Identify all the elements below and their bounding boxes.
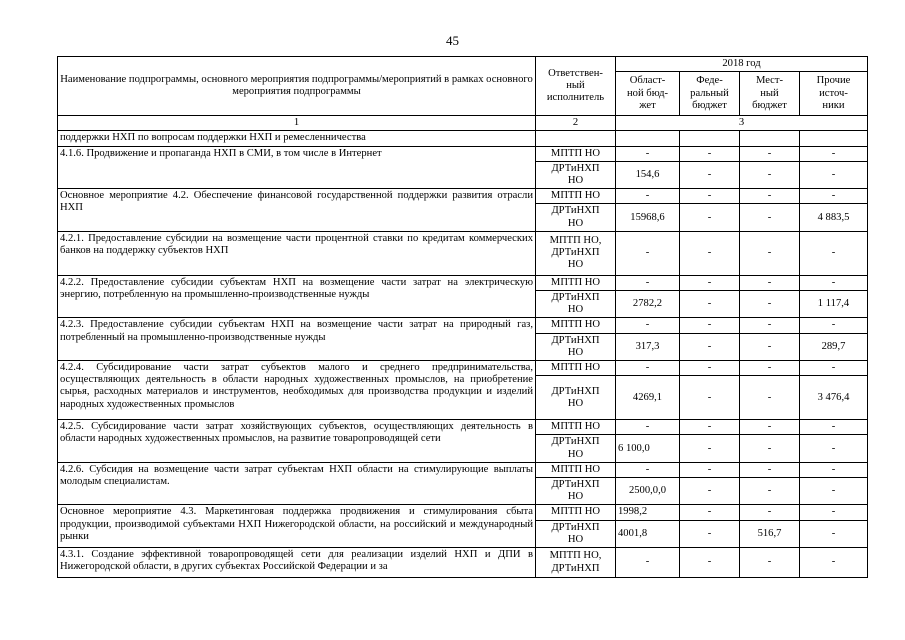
- executor: ДРТиНХП НО: [536, 291, 616, 318]
- value-other: -: [800, 231, 868, 275]
- value-local: -: [740, 505, 800, 520]
- value-local: -: [740, 204, 800, 231]
- header-executor: Ответствен- ный исполнитель: [536, 57, 616, 116]
- executor: ДРТиНХП НО: [536, 478, 616, 505]
- executor: ДРТиНХП НО: [536, 376, 616, 420]
- value-regional: 6 100,0: [616, 435, 680, 462]
- executor: МПТП НО: [536, 318, 616, 333]
- value-local: -: [740, 548, 800, 578]
- value-other: 4 883,5: [800, 204, 868, 231]
- col-num-1: 1: [58, 116, 536, 131]
- value-regional: -: [616, 548, 680, 578]
- value-local: -: [740, 146, 800, 161]
- value-regional: -: [616, 318, 680, 333]
- table-row: [58, 275, 868, 290]
- value-other: -: [800, 505, 868, 520]
- value-regional: -: [616, 420, 680, 435]
- value-federal: -: [680, 462, 740, 477]
- value-local: -: [740, 275, 800, 290]
- row-name: 4.2.6. Субсидия на возмещение части затрат субъектам НХП области на стимулирующие выплаты молодым специалистам.: [58, 462, 536, 505]
- value-local: -: [740, 189, 800, 204]
- value-federal: -: [680, 146, 740, 161]
- table-row: [58, 462, 868, 477]
- row-name: 4.2.5. Субсидирование части затрат хозяйствующих субъектов, осуществляющих деятельность в области народных художественных промыслов, на развитие товаропроводящей сети: [58, 420, 536, 463]
- executor: ДРТиНХП НО: [536, 520, 616, 547]
- row-name: 4.2.2. Предоставление субсидии субъектам НХП на возмещение части затрат на электрическую энергию, потребленную на промышленно-производственные нужды: [58, 275, 536, 318]
- table-row: [58, 548, 868, 578]
- executor: МПТП НО: [536, 462, 616, 477]
- value-local: -: [740, 318, 800, 333]
- value-federal: -: [680, 478, 740, 505]
- executor: МПТП НО: [536, 275, 616, 290]
- value-local: -: [740, 478, 800, 505]
- row-name: 4.3.1. Создание эффективной товаропроводящей сети для реализации изделий НХП и ДПИ в Нижегородской области, в других субъектах Российской Федерации и за: [58, 548, 536, 578]
- value-federal: -: [680, 189, 740, 204]
- value-regional: -: [616, 231, 680, 275]
- value-other: -: [800, 318, 868, 333]
- table-row: [58, 505, 868, 520]
- row-name: поддержки НХП по вопросам поддержки НХП и ремесленничества: [58, 131, 536, 146]
- value-federal: -: [680, 291, 740, 318]
- col-num-3: 3: [616, 116, 868, 131]
- value-regional: -: [616, 361, 680, 376]
- value-regional: 15968,6: [616, 204, 680, 231]
- value-federal: -: [680, 275, 740, 290]
- header-federal: Феде- ральный бюджет: [680, 72, 740, 116]
- value-other: 3 476,4: [800, 376, 868, 420]
- value-federal: -: [680, 231, 740, 275]
- table-row: [58, 146, 868, 161]
- value-federal: -: [680, 548, 740, 578]
- header-other: Прочие источ- ники: [800, 72, 868, 116]
- table-row: [58, 318, 868, 333]
- value-regional: 1998,2: [616, 505, 680, 520]
- executor: МПТП НО: [536, 420, 616, 435]
- value-other: -: [800, 275, 868, 290]
- table-row: [58, 189, 868, 204]
- value-other: -: [800, 361, 868, 376]
- row-name: 4.1.6. Продвижение и пропаганда НХП в СМИ, в том числе в Интернет: [58, 146, 536, 189]
- value-regional: 4001,8: [616, 520, 680, 547]
- table-row: [58, 231, 868, 275]
- value-local: -: [740, 291, 800, 318]
- executor: МПТП НО: [536, 146, 616, 161]
- row-name: 4.2.3. Предоставление субсидии субъектам НХП на возмещение части затрат на природный газ, потребленный на промышленно-производственные нужды: [58, 318, 536, 361]
- executor: МПТП НО: [536, 189, 616, 204]
- value-regional: -: [616, 275, 680, 290]
- budget-table: [57, 56, 868, 578]
- executor: ДРТиНХП НО: [536, 204, 616, 231]
- table-row: [58, 131, 868, 146]
- value-local: -: [740, 161, 800, 188]
- value-other: -: [800, 520, 868, 547]
- executor: МПТП НО, ДРТиНХП: [536, 548, 616, 578]
- value-federal: -: [680, 204, 740, 231]
- value-local: -: [740, 420, 800, 435]
- value-regional: 2500,0,0: [616, 478, 680, 505]
- value-other: -: [800, 189, 868, 204]
- value-other: -: [800, 435, 868, 462]
- executor: ДРТиНХП НО: [536, 435, 616, 462]
- executor: ДРТиНХП НО: [536, 333, 616, 360]
- value-local: -: [740, 376, 800, 420]
- value-regional: 2782,2: [616, 291, 680, 318]
- value-local: -: [740, 333, 800, 360]
- executor: МПТП НО: [536, 505, 616, 520]
- header-local: Мест- ный бюджет: [740, 72, 800, 116]
- page-number: 45: [446, 33, 459, 48]
- value-federal: -: [680, 318, 740, 333]
- row-name: Основное мероприятие 4.2. Обеспечение финансовой государственной поддержки развития отрасли НХП: [58, 189, 536, 232]
- value-other: -: [800, 548, 868, 578]
- value-federal: -: [680, 376, 740, 420]
- value-local: -: [740, 435, 800, 462]
- value-regional: -: [616, 462, 680, 477]
- header-name: Наименование подпрограммы, основного мероприятия подпрограммы/мероприятий в рамках основного мероприятия подпрограммы: [58, 57, 536, 116]
- header-year: 2018 год: [616, 57, 868, 72]
- value-local: -: [740, 231, 800, 275]
- value-local: 516,7: [740, 520, 800, 547]
- value-federal: -: [680, 361, 740, 376]
- table-row: [58, 361, 868, 376]
- value-other: -: [800, 420, 868, 435]
- table-row: [58, 420, 868, 435]
- value-other: 1 117,4: [800, 291, 868, 318]
- value-other: -: [800, 161, 868, 188]
- value-local: -: [740, 462, 800, 477]
- value-federal: -: [680, 161, 740, 188]
- executor: МПТП НО: [536, 361, 616, 376]
- col-num-2: 2: [536, 116, 616, 131]
- row-name: Основное мероприятие 4.3. Маркетинговая поддержка продвижения и стимулирования сбыта продукции, производимой субъектами НХП Нижегородской области, на российский и международный рынки: [58, 505, 536, 548]
- executor: ДРТиНХП НО: [536, 161, 616, 188]
- header-regional: Област- ной бюд- жет: [616, 72, 680, 116]
- value-federal: -: [680, 435, 740, 462]
- value-other: -: [800, 462, 868, 477]
- value-regional: 317,3: [616, 333, 680, 360]
- value-federal: -: [680, 420, 740, 435]
- value-federal: -: [680, 505, 740, 520]
- value-regional: -: [616, 189, 680, 204]
- value-regional: -: [616, 146, 680, 161]
- value-local: -: [740, 361, 800, 376]
- value-other: -: [800, 478, 868, 505]
- value-other: -: [800, 146, 868, 161]
- executor: МПТП НО, ДРТиНХП НО: [536, 231, 616, 275]
- value-federal: -: [680, 333, 740, 360]
- value-regional: 4269,1: [616, 376, 680, 420]
- row-name: 4.2.4. Субсидирование части затрат субъектов малого и среднего предпринимательства, осуществляющих деятельность в области народных художественных промыслов, на приобретение сырья, расходных материалов и инструментов, необходимых для производства продукции и изделий народных художественных промыслов: [58, 361, 536, 420]
- row-name: 4.2.1. Предоставление субсидии на возмещение части процентной ставки по кредитам коммерческих банков на поддержку субъектов НХП: [58, 231, 536, 275]
- value-federal: -: [680, 520, 740, 547]
- value-regional: 154,6: [616, 161, 680, 188]
- value-other: 289,7: [800, 333, 868, 360]
